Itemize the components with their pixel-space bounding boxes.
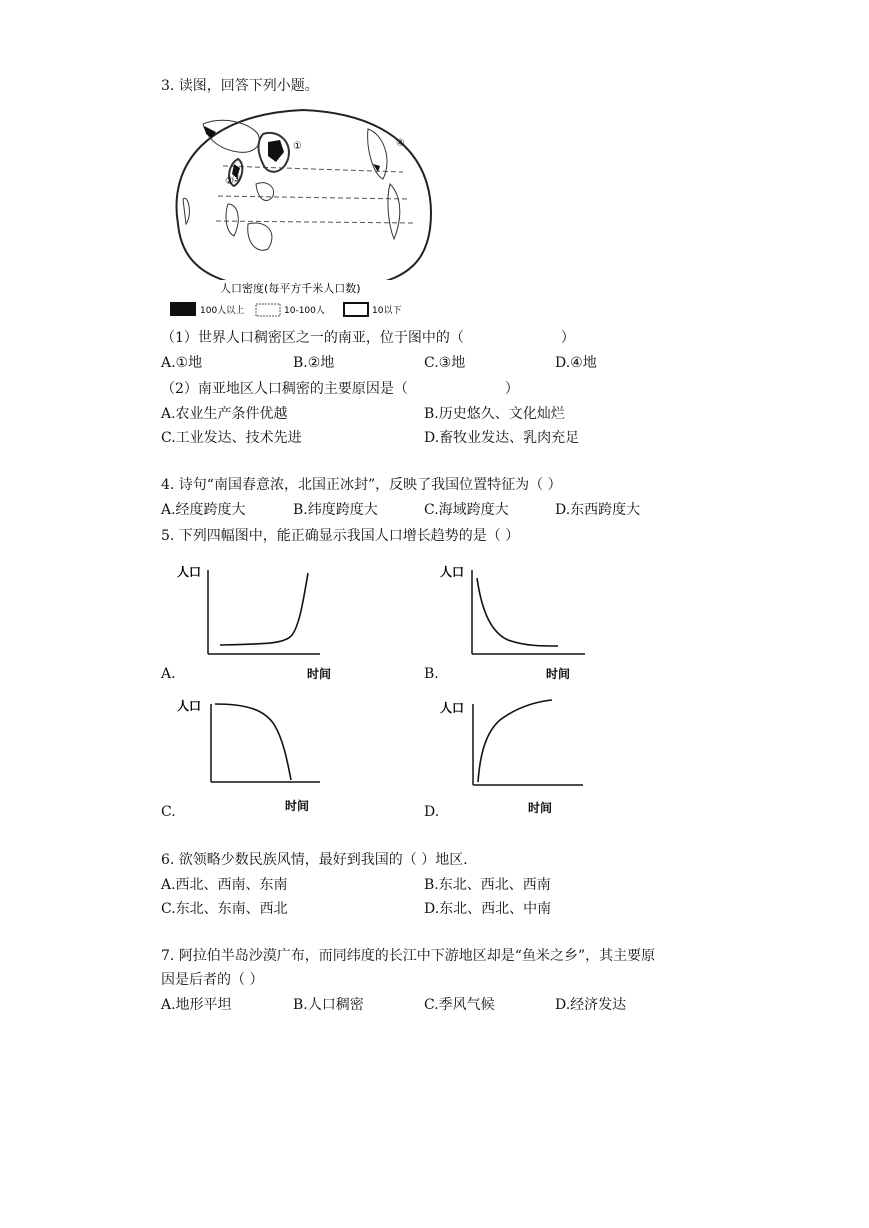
graph-d-curve <box>478 700 552 782</box>
q7-option-a[interactable]: A.地形平坦 <box>161 997 232 1013</box>
graph-b <box>440 558 590 683</box>
q4-option-c[interactable]: C.海域跨度大 <box>424 502 509 518</box>
q7-stem-line1: 7. 阿拉伯半岛沙漠广布，而同纬度的长江中下游地区却是“鱼米之乡”，其主要原 <box>161 948 656 964</box>
q4-option-b[interactable]: B.纬度跨度大 <box>293 502 378 518</box>
q7-option-c[interactable]: C.季风气候 <box>424 997 495 1013</box>
q3-sub1-stem: （1）世界人口稠密区之一的南亚，位于图中的（ ） <box>161 330 575 346</box>
map-marker-4: ④ <box>396 138 405 149</box>
world-population-density-map <box>168 104 440 324</box>
q4-option-a[interactable]: A.经度跨度大 <box>161 502 246 518</box>
q7-stem-line2: 因是后者的（ ） <box>161 972 264 988</box>
q3-sub1-option-b[interactable]: B.②地 <box>293 355 335 371</box>
q5-stem: 5. 下列四幅图中，能正确显示我国人口增长趋势的是（ ） <box>161 528 520 544</box>
q3-sub2-option-a[interactable]: A.农业生产条件优越 <box>161 406 288 422</box>
graph-c-curve <box>215 704 291 780</box>
legend-item-low: 10以下 <box>372 306 402 316</box>
graph-c-option[interactable]: C. <box>161 804 176 820</box>
map-marker-3: ③ <box>232 174 241 185</box>
q3-sub2-option-b[interactable]: B.历史悠久、文化灿烂 <box>424 406 565 422</box>
q6-option-c[interactable]: C.东北、东南、西北 <box>161 901 288 917</box>
legend-item-high: 100人以上 <box>200 306 245 316</box>
graph-d <box>438 694 588 819</box>
graph-a-option[interactable]: A. <box>161 666 176 682</box>
graph-b-curve <box>477 578 558 646</box>
map-marker-1: ① <box>293 141 302 152</box>
q4-option-d[interactable]: D.东西跨度大 <box>555 502 641 518</box>
graph-a-xlabel: 时间 <box>307 667 332 681</box>
legend-item-medium: 10-100人 <box>284 306 325 316</box>
q6-stem: 6. 欲领略少数民族风情，最好到我国的（ ）地区． <box>161 852 478 868</box>
q3-sub2-option-c[interactable]: C.工业发达、技术先进 <box>161 430 302 446</box>
graph-c <box>175 694 325 819</box>
graph-a-ylabel: 人口 <box>177 565 202 579</box>
graph-d-option[interactable]: D. <box>424 804 440 820</box>
q3-sub1-option-c[interactable]: C.③地 <box>424 355 466 371</box>
graph-b-xlabel: 时间 <box>546 667 571 681</box>
q3-sub2-stem: （2）南亚地区人口稠密的主要原因是（ ） <box>161 381 519 397</box>
map-marker-2: ② <box>225 176 234 187</box>
graph-a-curve <box>220 573 308 645</box>
q3-sub2-option-d[interactable]: D.畜牧业发达、乳肉充足 <box>424 430 580 446</box>
map-legend-title: 人口密度(每平方千米人口数) <box>220 282 361 295</box>
graph-d-ylabel: 人口 <box>440 701 465 715</box>
q3-sub1-option-a[interactable]: A.①地 <box>161 355 203 371</box>
q7-option-b[interactable]: B.人口稠密 <box>293 997 364 1013</box>
graph-b-option[interactable]: B. <box>424 666 439 682</box>
q7-option-d[interactable]: D.经济发达 <box>555 997 627 1013</box>
graph-c-ylabel: 人口 <box>177 699 202 713</box>
graph-c-xlabel: 时间 <box>285 799 310 813</box>
q3-stem: 3. 读图，回答下列小题。 <box>161 78 319 94</box>
graph-d-xlabel: 时间 <box>528 801 553 815</box>
q4-stem: 4. 诗句“南国春意浓，北国正冰封”，反映了我国位置特征为（ ） <box>161 477 562 493</box>
graph-b-ylabel: 人口 <box>440 565 465 579</box>
q6-option-a[interactable]: A.西北、西南、东南 <box>161 877 288 893</box>
graph-a <box>175 558 332 683</box>
q3-sub1-option-d[interactable]: D.④地 <box>555 355 597 371</box>
q6-option-b[interactable]: B.东北、西北、西南 <box>424 877 551 893</box>
q6-option-d[interactable]: D.东北、西北、中南 <box>424 901 552 917</box>
